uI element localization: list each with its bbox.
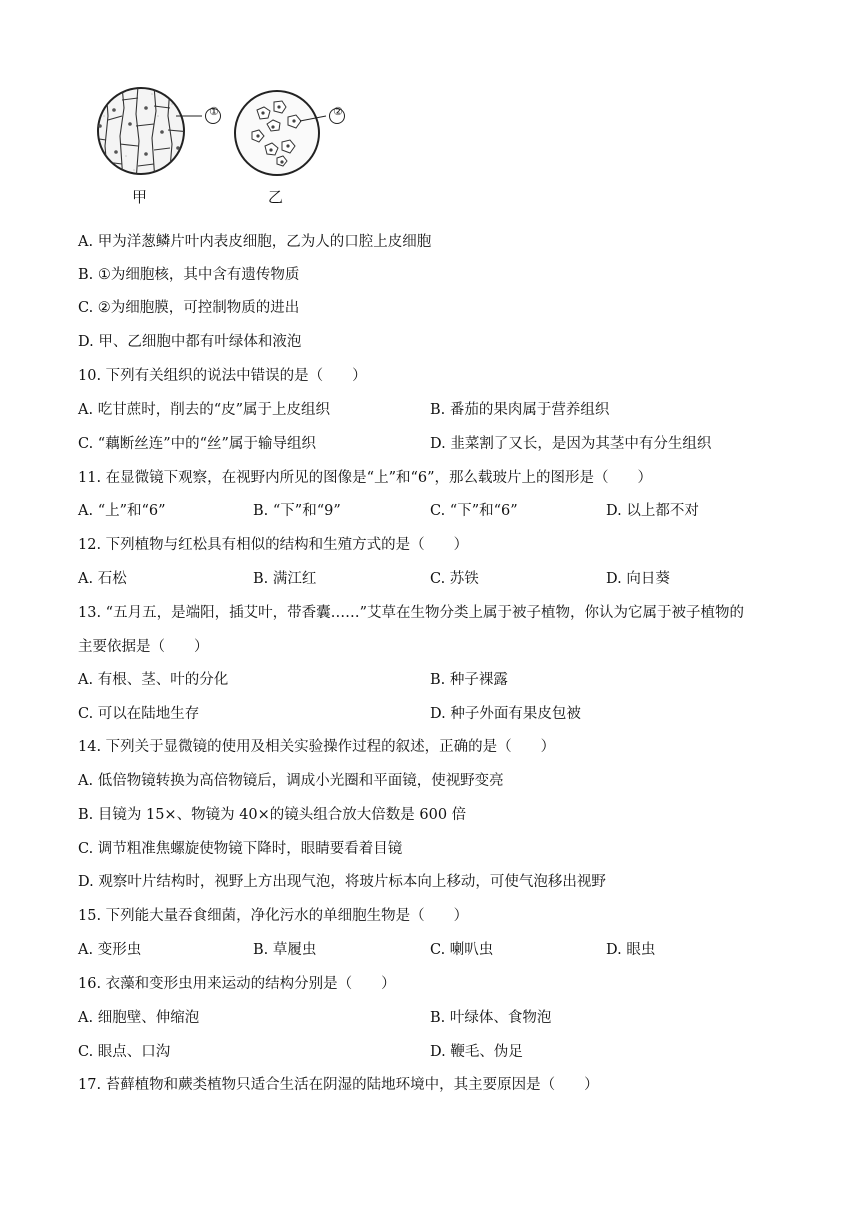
q12-option-d: D. 向日葵	[606, 571, 670, 587]
figure-label-yi: 乙	[268, 188, 284, 206]
q16-option-a: A. 细胞壁、伸缩泡	[78, 1010, 200, 1026]
q11-stem: 11. 在显微镜下观察，在视野内所见的图像是“上”和“6”，那么载玻片上的图形是（ ）	[78, 470, 653, 486]
q13-stem-line1: 13. “五月五，是端阳，插艾叶，带香囊……”艾草在生物分类上属于被子植物，你认为它属于被子植物的	[78, 605, 744, 621]
q11-option-c: C. “下”和“6”	[430, 503, 518, 519]
q15-option-b: B. 草履虫	[253, 942, 317, 958]
cheek-cells-drawing	[235, 91, 345, 175]
q10-option-b: B. 番茄的果肉属于营养组织	[430, 402, 610, 418]
q10-option-d: D. 韭菜割了又长，是因为其茎中有分生组织	[430, 436, 712, 452]
q14-option-d: D. 观察叶片结构时，视野上方出现气泡，将玻片标本向上移动，可使气泡移出视野	[78, 874, 606, 890]
q11-option-a: A. “上”和“6”	[78, 503, 166, 519]
onion-cells-drawing	[92, 86, 221, 181]
cell-figure	[92, 86, 372, 211]
q15-stem: 15. 下列能大量吞食细菌，净化污水的单细胞生物是（ ）	[78, 908, 469, 924]
q9-option-d: D. 甲、乙细胞中都有叶绿体和液泡	[78, 334, 302, 350]
marker-1: ①	[209, 105, 219, 118]
q17-stem: 17. 苔藓植物和蕨类植物只适合生活在阴湿的陆地环境中，其主要原因是（ ）	[78, 1077, 599, 1093]
q16-stem: 16. 衣藻和变形虫用来运动的结构分别是（ ）	[78, 976, 396, 992]
q12-option-c: C. 苏铁	[430, 571, 479, 587]
q13-option-c: C. 可以在陆地生存	[78, 706, 200, 722]
q15-option-d: D. 眼虫	[606, 942, 656, 958]
q15-option-a: A. 变形虫	[78, 942, 142, 958]
q9-option-c: C. ②为细胞膜，可控制物质的进出	[78, 300, 300, 316]
q9-option-a: A. 甲为洋葱鳞片叶内表皮细胞，乙为人的口腔上皮细胞	[78, 234, 432, 250]
q13-stem-line2: 主要依据是（ ）	[78, 639, 209, 655]
q16-option-b: B. 叶绿体、食物泡	[430, 1010, 552, 1026]
q16-option-c: C. 眼点、口沟	[78, 1044, 171, 1060]
q14-option-c: C. 调节粗准焦螺旋使物镜下降时，眼睛要看着目镜	[78, 841, 403, 857]
q11-option-d: D. 以上都不对	[606, 503, 699, 519]
q12-option-b: B. 满江红	[253, 571, 317, 587]
q12-stem: 12. 下列植物与红松具有相似的结构和生殖方式的是（ ）	[78, 537, 469, 553]
q14-option-a: A. 低倍物镜转换为高倍物镜后，调成小光圈和平面镜，使视野变亮	[78, 773, 504, 789]
q10-option-c: C. “藕断丝连”中的“丝”属于输导组织	[78, 436, 316, 452]
q11-option-b: B. “下”和“9”	[253, 503, 341, 519]
q9-option-b: B. ①为细胞核，其中含有遗传物质	[78, 267, 300, 283]
q14-stem: 14. 下列关于显微镜的使用及相关实验操作过程的叙述，正确的是（ ）	[78, 739, 556, 755]
q13-option-b: B. 种子裸露	[430, 672, 508, 688]
marker-2: ②	[333, 105, 343, 118]
q10-option-a: A. 吃甘蔗时，削去的“皮”属于上皮组织	[78, 402, 331, 418]
q15-option-c: C. 喇叭虫	[430, 942, 494, 958]
q13-option-a: A. 有根、茎、叶的分化	[78, 672, 229, 688]
q12-option-a: A. 石松	[78, 571, 127, 587]
q14-option-b: B. 目镜为 15×、物镜为 40×的镜头组合放大倍数是 600 倍	[78, 807, 467, 823]
q13-option-d: D. 种子外面有果皮包被	[430, 706, 581, 722]
q10-stem: 10. 下列有关组织的说法中错误的是（ ）	[78, 368, 367, 384]
figure-label-jia: 甲	[132, 188, 148, 206]
q16-option-d: D. 鞭毛、伪足	[430, 1044, 523, 1060]
